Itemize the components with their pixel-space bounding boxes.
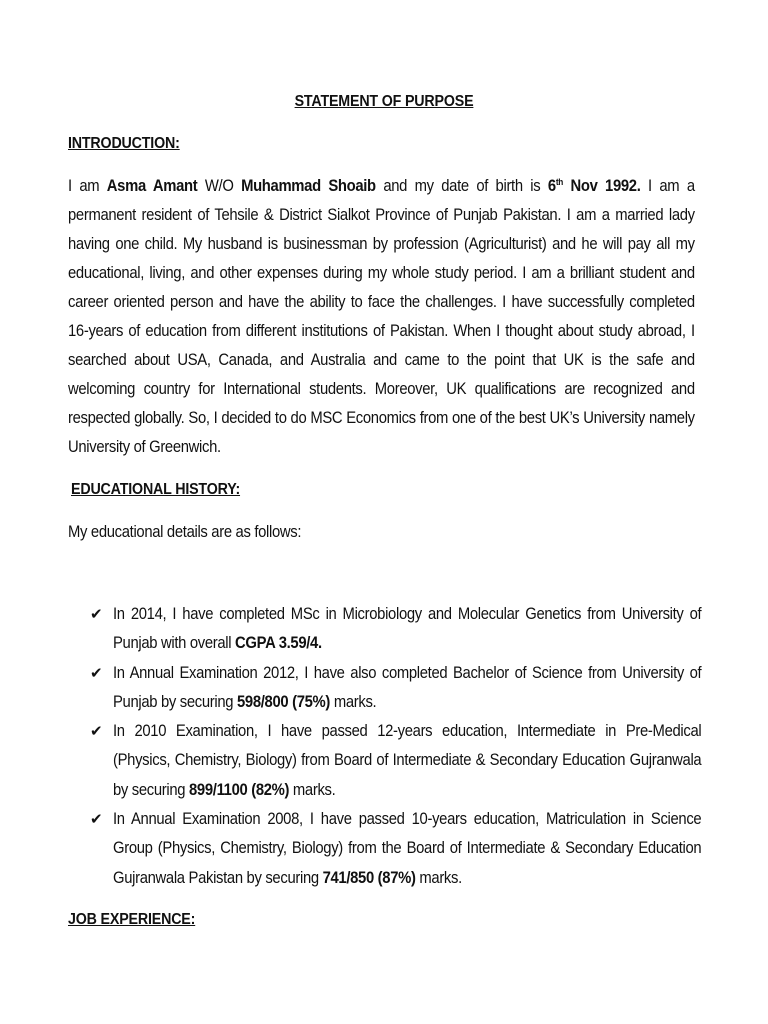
educational-intro: My educational details are as follows: [68, 523, 302, 541]
list-item-text [113, 717, 701, 805]
checkmark-icon: ✔ [90, 810, 103, 829]
dob-suffix: th [555, 177, 563, 187]
dob-day: 6 [547, 177, 556, 195]
item-text-before: In 2014, I have completed MSc in Microbiology and Molecular Genetics from University of Punjab with overall [113, 605, 702, 653]
intro-pre-name: I am [68, 177, 107, 195]
dob-rest: Nov 1992. [562, 177, 641, 195]
applicant-name: Asma Amant [106, 177, 198, 195]
item-text-after: marks. [289, 780, 336, 799]
intro-body: I am a permanent resident of Tehsile & District Sialkot Province of Punjab Pakistan. I am a married lady having one child. My husband is businessman by profession (Agriculturist) and he will pay all my educational, living, and other expenses during my whole study period. I am a brilliant student and career oriented person and have the ability to face the challenges. I have successfully completed 16-years of education from different institutions of Pakistan. When I thought about study abroad, I searched about USA, Canada, and Australia and came to the point that UK is the safe and welcoming country for International students. Moreover, UK qualifications are recognized and respected globally. So, I decided to do MSC Economics from one of the best UK’s University namely University of Greenwich. [68, 177, 695, 456]
list-item [90, 805, 753, 893]
list-item [90, 600, 753, 659]
checkmark-icon: ✔ [90, 605, 103, 623]
item-text-before: In Annual Examination 2012, I have also completed Bachelor of Science from University of Punjab by securing [113, 663, 702, 711]
item-text-after: marks. [330, 692, 377, 711]
list-item [90, 717, 753, 805]
intro-dob-text: and my date of birth is [375, 177, 548, 195]
item-text-after: marks. [415, 868, 462, 887]
checkmark-icon: ✔ [90, 663, 103, 682]
intro-wo: W/O [197, 177, 242, 195]
item-text-before: In Annual Examination 2008, I have passed 10-years education, Matriculation in Science Group (Physics, Chemistry, Biology) from the Board of Intermediate & Secondary Education Gujranwala Pakistan by securing [113, 810, 702, 887]
list-item-text [113, 805, 701, 893]
introduction-paragraph [68, 172, 695, 462]
list-item-text [113, 600, 701, 659]
checkmark-icon: ✔ [90, 722, 103, 741]
introduction-heading: INTRODUCTION: [68, 135, 180, 152]
list-item [90, 659, 753, 718]
page-title: STATEMENT OF PURPOSE [294, 93, 474, 110]
item-text-bold: 598/800 (75%) [237, 692, 331, 711]
item-text-bold: 899/1100 (82%) [189, 780, 290, 799]
educational-history-heading: EDUCATIONAL HISTORY: [71, 481, 241, 498]
item-text-before: In 2010 Examination, I have passed 12-years education, Intermediate in Pre-Medical (Physics, Chemistry, Biology) from Board of Intermediate & Secondary Education Gujranwala by securing [113, 722, 702, 799]
item-text-bold: CGPA 3.59/4. [235, 634, 322, 653]
job-experience-heading: JOB EXPERIENCE: [68, 911, 196, 928]
education-list [90, 600, 753, 893]
item-text-bold: 741/850 (87%) [322, 868, 416, 887]
husband-name: Muhammad Shoaib [241, 177, 376, 195]
list-item-text [113, 659, 701, 718]
